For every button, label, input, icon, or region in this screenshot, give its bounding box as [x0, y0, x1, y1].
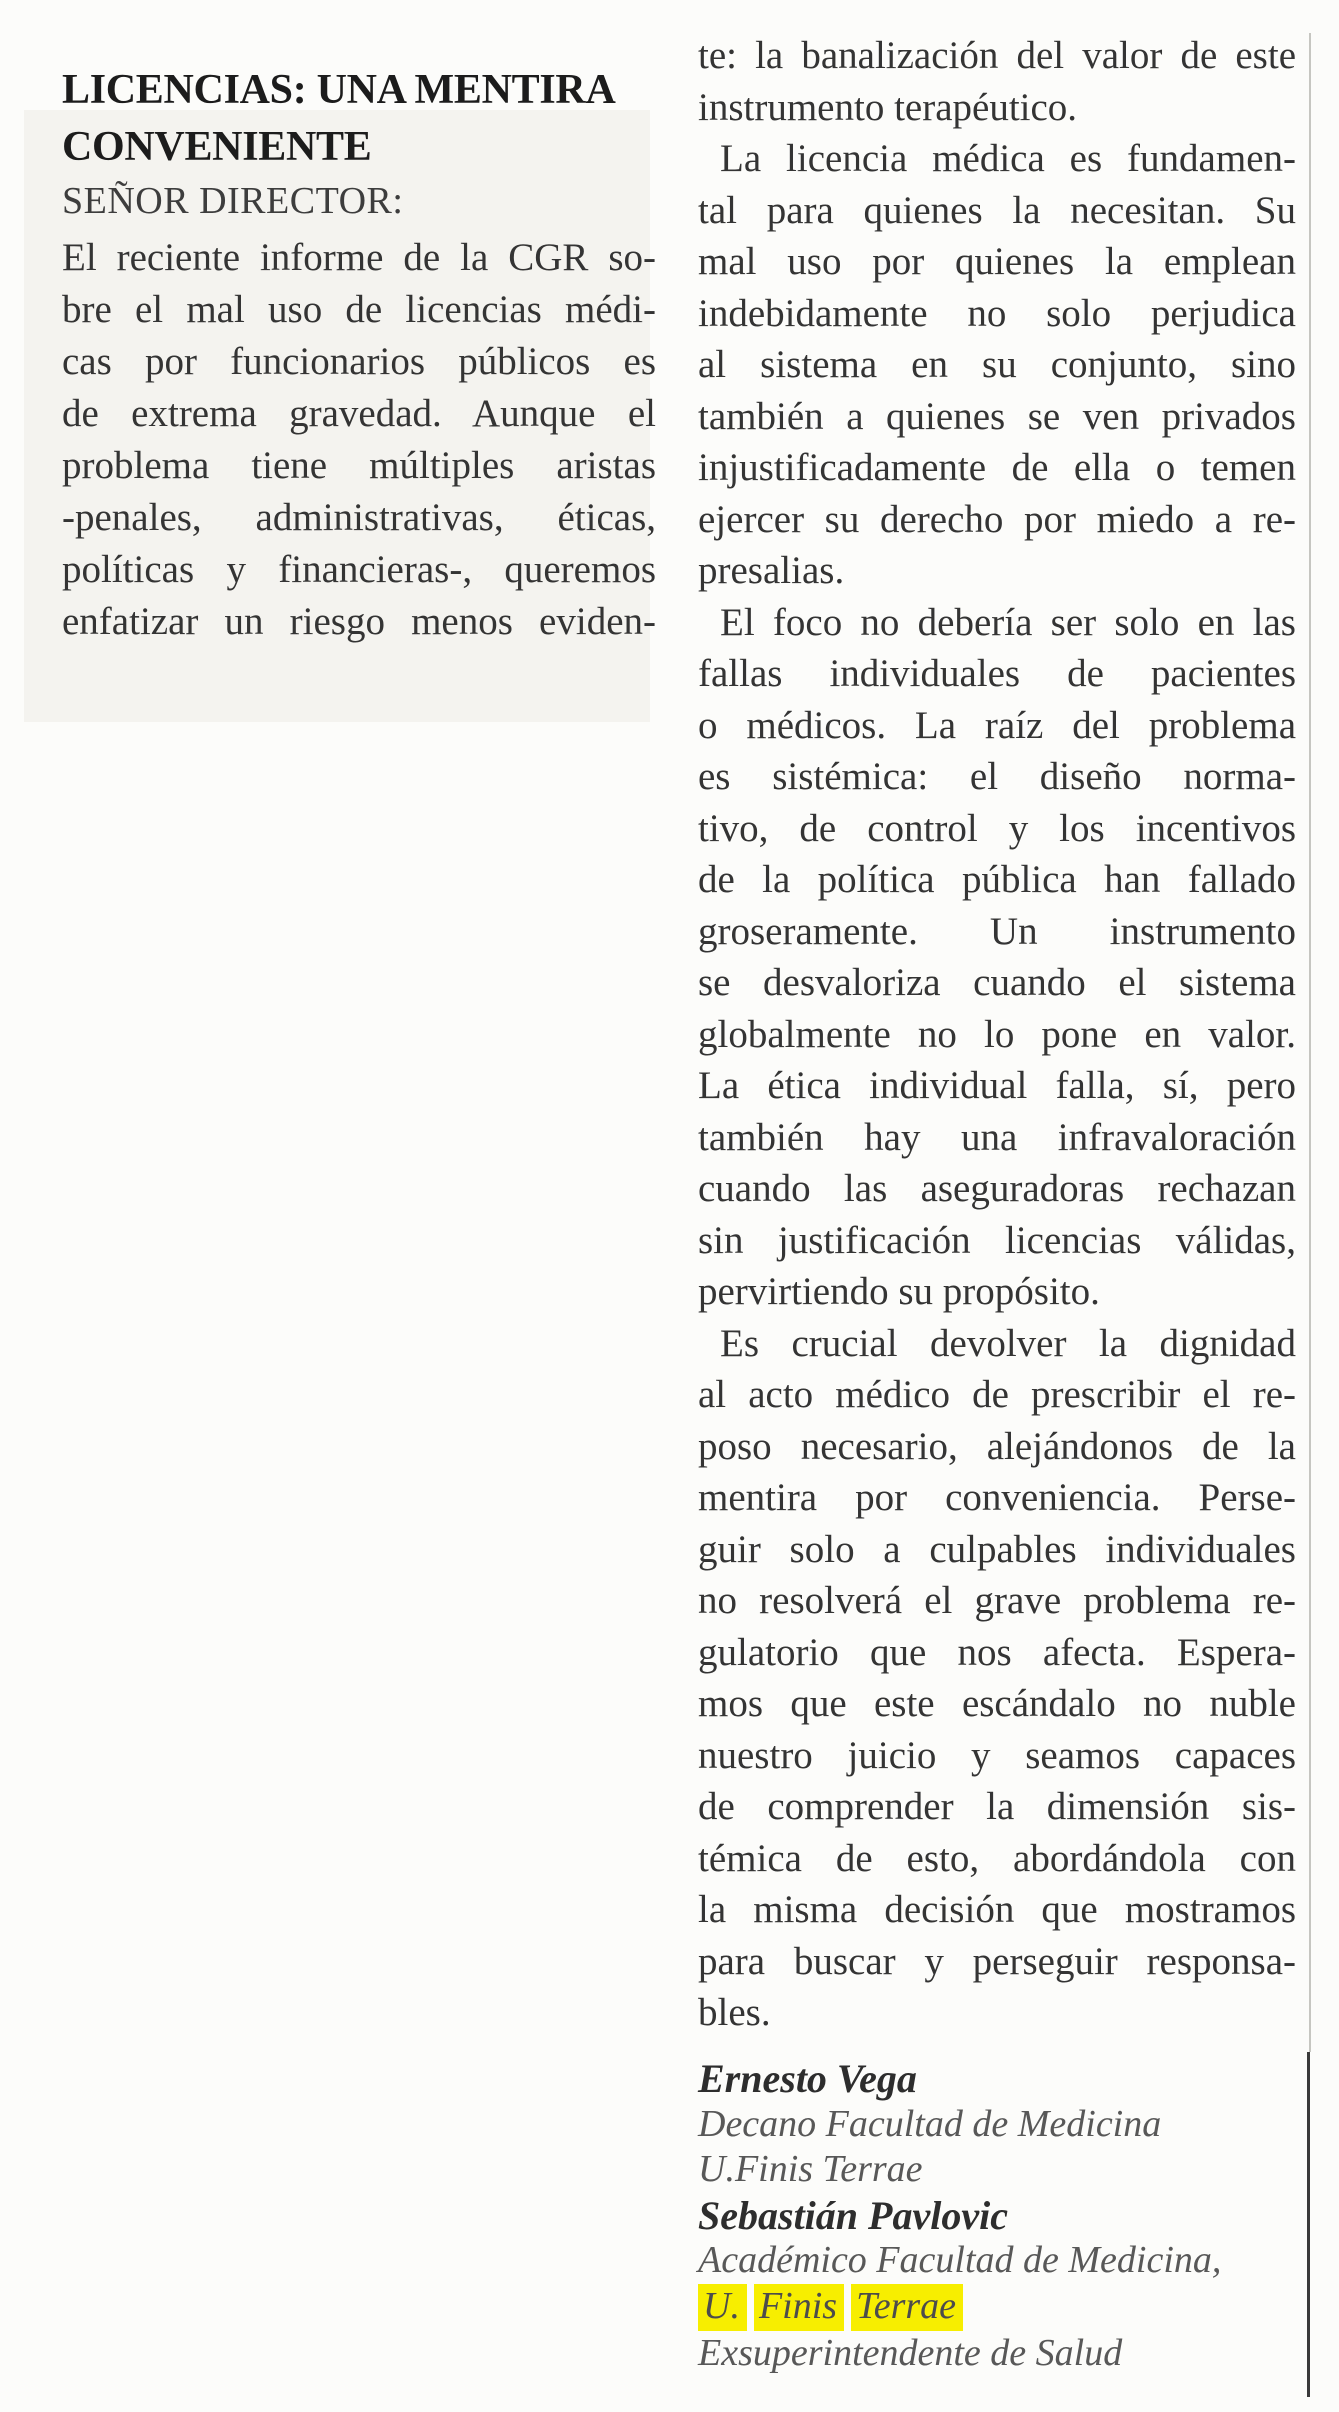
- body-line: la misma decisión que mostramos: [698, 1888, 1296, 1931]
- paragraph: [698, 30, 1296, 133]
- body-line: tal para quienes la necesitan. Su: [698, 188, 1296, 232]
- signature-role: Académico Facultad de Medicina,: [698, 2239, 1222, 2281]
- body-line: El foco no debería ser solo en las: [720, 600, 1296, 644]
- body-line: al sistema en su conjunto, sino: [698, 343, 1296, 386]
- body-line: globalmente no lo pone en valor.: [698, 1012, 1296, 1056]
- headline: [62, 62, 656, 176]
- paragraph: [698, 1318, 1296, 2039]
- body-line: La licencia médica es fundamen-: [720, 137, 1296, 180]
- body-line: o médicos. La raíz del problema: [698, 703, 1296, 747]
- body-line: no resolverá el grave problema re-: [698, 1579, 1296, 1622]
- body-line: problema tiene múltiples aristas: [62, 444, 656, 487]
- headline-line: LICENCIAS: UNA MENTIRA: [62, 67, 616, 113]
- body-line: guir solo a culpables individuales: [698, 1527, 1296, 1571]
- body-line: también hay una infravaloración: [698, 1115, 1296, 1159]
- body-line: indebidamente no solo perjudica: [698, 291, 1296, 335]
- body-line: pervirtiendo su propósito.: [698, 1270, 1100, 1313]
- body-line: gulatorio que nos afecta. Espera-: [698, 1630, 1296, 1674]
- body-line: enfatizar un riesgo menos eviden-: [62, 600, 656, 643]
- body-line: injustificadamente de ella o temen: [698, 446, 1296, 489]
- highlight-mark: Terrae: [851, 2284, 963, 2332]
- signature-role: U.Finis Terrae: [698, 2148, 923, 2190]
- body-line: de la política pública han fallado: [698, 858, 1296, 901]
- signature-name: Ernesto Vega: [698, 2056, 917, 2101]
- highlight-mark: U.: [698, 2284, 747, 2332]
- column-rule-light: [1309, 33, 1311, 2052]
- body-line: cas por funcionarios públicos es: [62, 340, 656, 383]
- body-line: poso necesario, alejándonos de la: [698, 1424, 1296, 1468]
- body-line: instrumento terapéutico.: [698, 85, 1078, 129]
- body-line: fallas individuales de pacientes: [698, 652, 1296, 695]
- body-line: mal uso por quienes la emplean: [698, 240, 1296, 283]
- signature-role: Exsuperintendente de Salud: [698, 2332, 1123, 2374]
- body-line: para buscar y perseguir responsa-: [698, 1939, 1296, 1983]
- paragraph: [698, 597, 1296, 1318]
- body-line: se desvaloriza cuando el sistema: [698, 961, 1296, 1004]
- body-line: al acto médico de prescribir el re-: [698, 1373, 1296, 1416]
- body-line: de extrema gravedad. Aunque el: [62, 392, 656, 435]
- body-line: groseramente. Un instrumento: [698, 909, 1296, 953]
- body-line: bre el mal uso de licencias médi-: [62, 288, 656, 331]
- highlight-mark: Finis: [754, 2284, 844, 2332]
- body-line: es sistémica: el diseño norma-: [698, 755, 1296, 798]
- body-line: nuestro juicio y seamos capaces: [698, 1733, 1296, 1777]
- body-line: de comprender la dimensión sis-: [698, 1785, 1296, 1828]
- body-line: bles.: [698, 1991, 771, 2034]
- left-column: [62, 232, 656, 648]
- headline-line: CONVENIENTE: [62, 124, 372, 170]
- body-line: -penales, administrativas, éticas,: [62, 496, 656, 539]
- body-line: témica de esto, abordándola con: [698, 1836, 1296, 1880]
- body-line: políticas y financieras-, queremos: [62, 548, 656, 591]
- right-column: [698, 30, 1296, 2039]
- body-line: presalias.: [698, 549, 845, 592]
- body-line: sin justificación licencias válidas,: [698, 1218, 1296, 1262]
- body-line: te: la banalización del valor de este: [698, 34, 1296, 77]
- salutation: SEÑOR DIRECTOR:: [62, 180, 404, 222]
- body-line: Es crucial devolver la dignidad: [720, 1321, 1296, 1365]
- body-line: también a quienes se ven privados: [698, 394, 1296, 438]
- signature-block: [698, 2056, 1298, 2377]
- body-line: tivo, de control y los incentivos: [698, 806, 1296, 850]
- column-rule-dark: [1307, 2052, 1310, 2397]
- paragraph: [698, 133, 1296, 597]
- body-line: mentira por conveniencia. Perse-: [698, 1476, 1296, 1519]
- body-line: ejercer su derecho por miedo a re-: [698, 497, 1296, 541]
- body-line: mos que este escándalo no nuble: [698, 1682, 1296, 1725]
- body-line: cuando las aseguradoras rechazan: [698, 1167, 1296, 1210]
- signature-role: [698, 2284, 1298, 2332]
- body-line: La ética individual falla, sí, pero: [698, 1064, 1296, 1107]
- signature-role: Decano Facultad de Medicina: [698, 2102, 1162, 2145]
- body-line: El reciente informe de la CGR so-: [62, 236, 656, 279]
- signature-name: Sebastián Pavlovic: [698, 2192, 1008, 2238]
